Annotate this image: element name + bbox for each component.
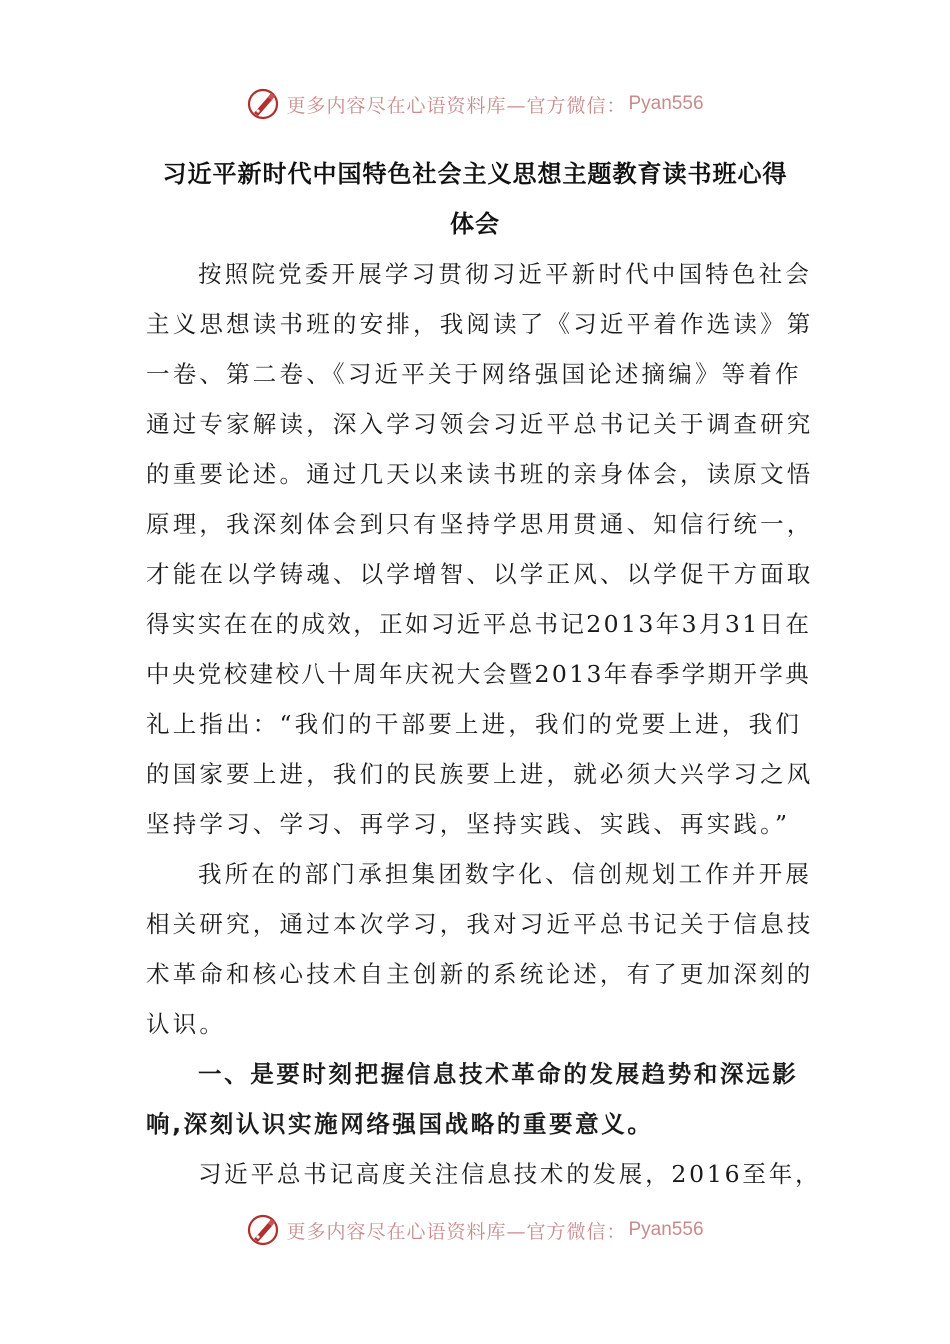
- section-heading-1: 一、是要时刻把握信息技术革命的发展趋势和深远影: [198, 1060, 799, 1088]
- paragraph-1-line: 的国家要上进，我们的民族要上进，就必须大兴学习之风: [146, 760, 814, 788]
- watermark-handle: Pyan556: [628, 1219, 704, 1240]
- paragraph-1-line: 中央党校建校八十周年庆祝大会暨2013年春季学期开学典: [146, 660, 812, 688]
- paragraph-1-line: 按照院党委开展学习贯彻习近平新时代中国特色社会: [198, 260, 813, 288]
- paragraph-1-line: 礼上指出：“我们的干部要上进，我们的党要上进，我们: [146, 710, 803, 738]
- paragraph-1-line: 一卷、第二卷、《习近平关于网络强国论述摘编》等着作: [146, 360, 802, 388]
- paragraph-1-line: 才能在以学铸魂、以学增智、以学正风、以学促干方面取: [146, 560, 814, 588]
- watermark-header: [0, 84, 950, 124]
- paragraph-1-line: 的重要论述。通过几天以来读书班的亲身体会，读原文悟: [146, 460, 814, 488]
- watermark-text: 更多内容尽在心语资料库—官方微信：: [286, 94, 627, 117]
- paragraph-3-line: 习近平总书记高度关注信息技术的发展，2016至年，: [198, 1160, 822, 1188]
- paragraph-2-line: 相关研究，通过本次学习，我对习近平总书记关于信息技: [146, 910, 814, 938]
- paragraph-1-line: 通过专家解读，深入学习领会习近平总书记关于调查研究: [146, 410, 814, 438]
- pen-nib-logo-icon: [246, 87, 280, 121]
- watermark-footer: [0, 1210, 950, 1250]
- paragraph-1-line: 原理，我深刻体会到只有坚持学思用贯通、知信行统一，: [146, 510, 814, 538]
- document-title: 习近平新时代中国特色社会主义思想主题教育读书班心得: [162, 160, 788, 188]
- pen-nib-logo-icon: [246, 1213, 280, 1247]
- watermark-handle: Pyan556: [628, 93, 704, 114]
- paragraph-1-line: 主义思想读书班的安排，我阅读了《习近平着作选读》第: [146, 310, 814, 338]
- document-title-continued: 体会: [450, 210, 500, 238]
- paragraph-1-line: 得实实在在的成效，正如习近平总书记2013年3月31日在: [146, 610, 812, 638]
- paragraph-2-line: 认识。: [146, 1010, 227, 1038]
- watermark-text: 更多内容尽在心语资料库—官方微信：: [286, 1220, 627, 1243]
- paragraph-1-line: 坚持学习、学习、再学习，坚持实践、实践、再实践。”: [146, 810, 791, 838]
- paragraph-2-line: 我所在的部门承担集团数字化、信创规划工作并开展: [198, 860, 813, 888]
- paragraph-2-line: 术革命和核心技术自主创新的系统论述，有了更加深刻的: [146, 960, 814, 988]
- section-heading-1-continued: 响,深刻认识实施网络强国战略的重要意义。: [146, 1110, 654, 1138]
